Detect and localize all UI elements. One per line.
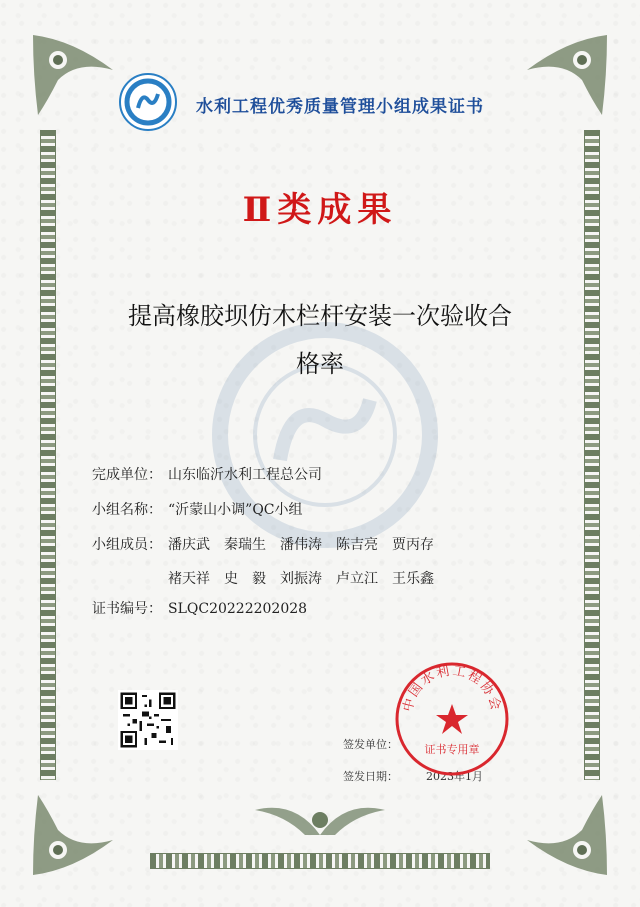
certificate-number-value: SLQC20222202028 xyxy=(168,601,308,617)
member-name: 秦瑞生 xyxy=(224,537,266,553)
group-name-label: 小组名称： xyxy=(92,502,162,518)
association-logo xyxy=(118,72,178,132)
group-name-value: “沂蒙山小调”QC小组 xyxy=(168,502,303,518)
member-name: 卢立江 xyxy=(336,571,378,587)
award-grade: Ⅱ类成果 xyxy=(242,190,398,230)
member-name: 潘庆武 xyxy=(168,537,210,553)
completion-unit-label: 完成单位： xyxy=(92,467,162,483)
member-name: 王乐鑫 xyxy=(392,571,434,587)
qr-code xyxy=(118,690,178,750)
members-label: 小组成员： xyxy=(92,537,162,553)
bottom-center-ornament xyxy=(235,790,405,840)
members-list-row1 xyxy=(168,534,448,554)
member-name: 褚天祥 xyxy=(168,571,210,587)
official-seal-stamp xyxy=(393,660,511,778)
achievement-title-line1: 提高橡胶坝仿木栏杆安装一次验收合 xyxy=(128,302,512,330)
issuing-unit-label: 签发单位： xyxy=(343,738,398,751)
issue-date-label: 签发日期： xyxy=(343,770,398,783)
corner-ornament-top-left xyxy=(28,30,118,120)
corner-ornament-bottom-left xyxy=(28,790,118,880)
member-name: 贾丙存 xyxy=(392,537,434,553)
certificate-number-label: 证书编号： xyxy=(92,601,162,617)
achievement-title-line2: 格率 xyxy=(296,350,344,378)
corner-ornament-bottom-right xyxy=(522,790,612,880)
completion-unit-row xyxy=(92,464,322,484)
member-name: 史 毅 xyxy=(224,571,266,587)
achievement-title xyxy=(90,292,550,388)
corner-ornament-top-right xyxy=(522,30,612,120)
member-name: 陈吉亮 xyxy=(336,537,378,553)
group-name-row xyxy=(92,499,303,519)
member-name: 潘伟涛 xyxy=(280,537,322,553)
members-row xyxy=(92,534,168,554)
issue-date-value: 2023年1月 xyxy=(426,770,483,783)
svg-text:证书专用章: 证书专用章 xyxy=(424,743,480,756)
certificate-number-row xyxy=(92,598,307,618)
completion-unit-value: 山东临沂水利工程总公司 xyxy=(168,467,322,483)
certificate-header-title: 水利工程优秀质量管理小组成果证书 xyxy=(196,97,484,117)
bottom-border xyxy=(150,853,490,869)
svg-text:中国水利工程协会: 中国水利工程协会 xyxy=(400,663,504,714)
member-name: 刘振涛 xyxy=(280,571,322,587)
members-list-row2 xyxy=(168,568,448,588)
